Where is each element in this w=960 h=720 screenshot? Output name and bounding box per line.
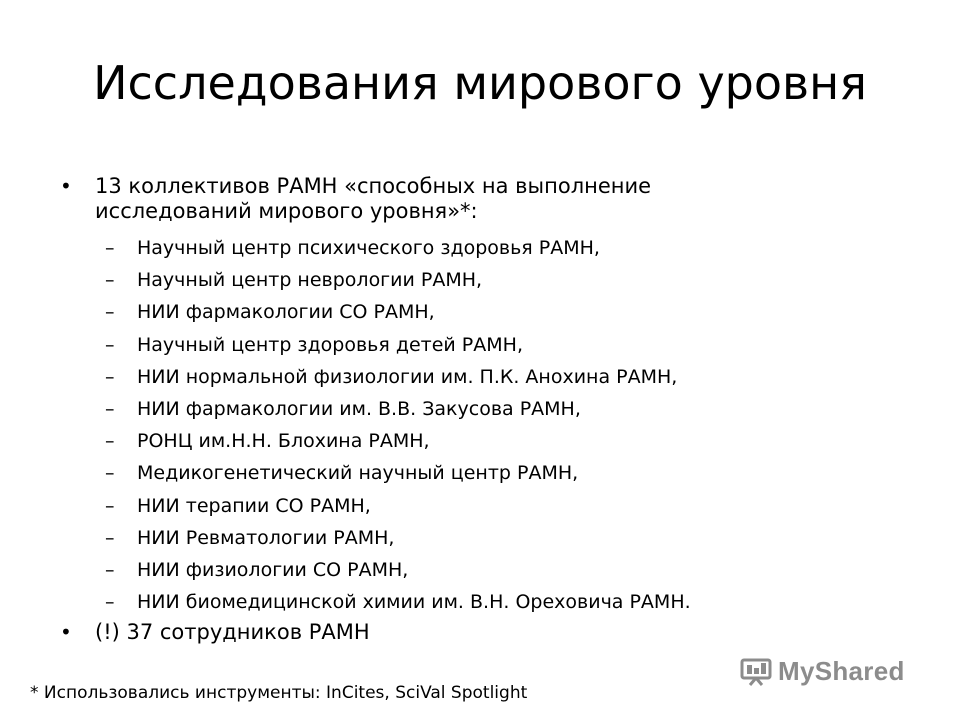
dash-icon: – [105, 269, 115, 292]
bullet-collectives [60, 174, 860, 224]
dash-icon: – [105, 558, 115, 581]
presentation-board-icon [740, 658, 772, 686]
footnote: * Использовались инструменты: InCites, SciVal Spotlight [30, 683, 528, 703]
dash-icon: – [105, 333, 115, 356]
list-item [105, 365, 885, 397]
institute-name: НИИ фармакологии им. В.В. Закусова РАМН, [137, 397, 581, 420]
list-item [105, 461, 885, 493]
watermark-text: MyShared [778, 656, 905, 686]
institute-name: НИИ физиологии СО РАМН, [137, 558, 409, 581]
list-item [105, 558, 885, 590]
list-item [105, 268, 885, 300]
dash-icon: – [105, 591, 115, 614]
list-item [105, 333, 885, 365]
list-item [105, 494, 885, 526]
list-item [105, 236, 885, 268]
bullet-icon: • [60, 174, 72, 198]
dash-icon: – [105, 462, 115, 485]
institute-name: НИИ Ревматологии РАМН, [137, 526, 395, 549]
bullet-collectives-line-1: 13 коллективов РАМН «способных на выполнение [95, 174, 652, 198]
institute-name: Научный центр психического здоровья РАМН, [137, 237, 600, 259]
list-item [105, 590, 885, 622]
dash-icon: – [105, 237, 115, 259]
institute-name: Научный центр неврологии РАМН, [137, 269, 483, 292]
dash-icon: – [105, 526, 115, 549]
institutes-list [105, 236, 885, 622]
institute-name: НИИ нормальной физиологии им. П.К. Анохина РАМН, [137, 365, 678, 388]
institute-name: НИИ биомедицинской химии им. В.Н. Ореховича РАМН. [137, 591, 691, 614]
bullet-employees-text: (!) 37 сотрудников РАМН [95, 620, 370, 644]
institute-name: Научный центр здоровья детей РАМН, [137, 333, 523, 356]
dash-icon: – [105, 365, 115, 388]
list-item [105, 300, 885, 332]
list-item [105, 526, 885, 558]
slide-title: Исследования мирового уровня [93, 56, 867, 110]
bullet-collectives-line-2: исследований мирового уровня»*: [95, 199, 478, 223]
watermark [740, 656, 930, 690]
bullet-collectives-text [95, 174, 815, 224]
institute-name: Медикогенетический научный центр РАМН, [137, 462, 579, 485]
dash-icon: – [105, 494, 115, 517]
institute-name: НИИ терапии СО РАМН, [137, 494, 371, 517]
list-item [105, 397, 885, 429]
dash-icon: – [105, 430, 115, 453]
dash-icon: – [105, 301, 115, 324]
bullet-icon: • [60, 620, 72, 644]
list-item [105, 429, 885, 461]
bullet-employees [60, 620, 860, 648]
institute-name: РОНЦ им.Н.Н. Блохина РАМН, [137, 430, 430, 453]
institute-name: НИИ фармакологии СО РАМН, [137, 301, 435, 324]
dash-icon: – [105, 397, 115, 420]
